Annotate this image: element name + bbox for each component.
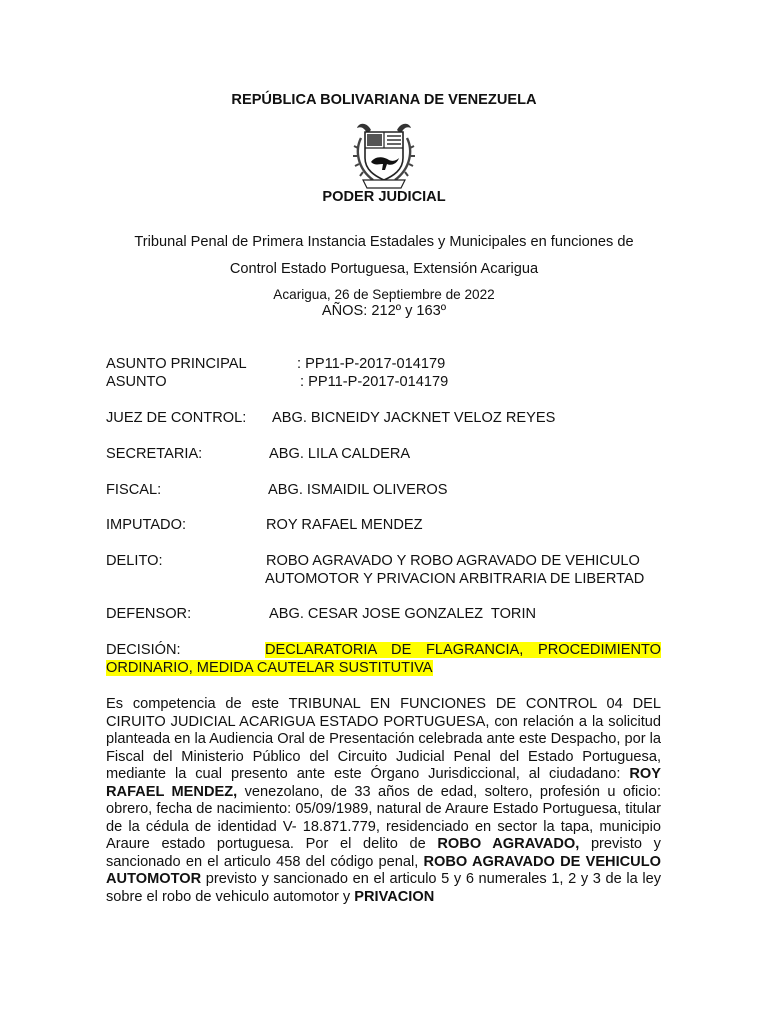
decision-value: DECLARATORIA DE FLAGRANCIA, PROCEDIMIENTO ORDINARIO, MEDIDA CAUTELAR SUSTITUTIVA [106, 642, 661, 676]
court-name-line1: Tribunal Penal de Primera Instancia Estadales y Municipales en funciones de [134, 234, 634, 250]
poder-judicial-heading: PODER JUDICIAL [322, 189, 446, 205]
paragraph-text-2: venezolano, de 33 años de edad, soltero, profesión u oficio: obrero, fecha de nacimiento: 05/09/1989, natural de Araure Estado Portuguesa, titular de la cédula de identidad V- 18.871.779, residenciado en sector la tapa, municipio Araure estado portuguesa. Por el delito de [106, 783, 662, 852]
juez-label: JUEZ DE CONTROL: [106, 410, 247, 426]
paragraph-text-1: Es competencia de este TRIBUNAL EN FUNCIONES DE CONTROL 04 DEL CIRUITO JUDICIAL ACARIGUA ESTADO PORTUGUESA, con relación a la solicitud planteada en la Audiencia Oral de Presentación celebrada ante este Despacho, por la Fiscal del Ministerio Público del Circuito Judicial Penal del Estado Portuguesa, mediante la cual presento ante este Órgano Jurisdiccional, al ciudadano: [106, 696, 661, 782]
secretaria-value: ABG. LILA CALDERA [269, 446, 411, 462]
paragraph-bold-privacion: PRIVACION [354, 888, 435, 905]
delito-label: DELITO: [106, 553, 163, 569]
defensor-label: DEFENSOR: [106, 606, 192, 622]
years-line: AÑOS: 212º y 163º [321, 303, 447, 319]
date-line: Acarigua, 26 de Septiembre de 2022 [273, 287, 495, 302]
republic-heading: REPÚBLICA BOLIVARIANA DE VENEZUELA [231, 92, 537, 108]
coat-of-arms-icon [349, 118, 419, 190]
delito-value-line1: ROBO AGRAVADO Y ROBO AGRAVADO DE VEHICULO [266, 553, 640, 569]
delito-value-line2: AUTOMOTOR Y PRIVACION ARBITRARIA DE LIBERTAD [265, 571, 645, 587]
asunto-label: ASUNTO [106, 374, 167, 390]
juez-value: ABG. BICNEIDY JACKNET VELOZ REYES [272, 410, 556, 426]
decision-label: DECISIÓN: [106, 642, 181, 658]
fiscal-value: ABG. ISMAIDIL OLIVEROS [268, 482, 448, 498]
asunto-principal-label: ASUNTO PRINCIPAL [106, 356, 247, 372]
asunto-value: : PP11-P-2017-014179 [300, 374, 449, 390]
imputado-label: IMPUTADO: [106, 517, 186, 533]
secretaria-label: SECRETARIA: [106, 446, 203, 462]
paragraph-bold-robo-vehiculo: ROBO AGRAVADO DE VEHICULO AUTOMOTOR [106, 853, 661, 887]
paragraph-text-3: previsto y sancionado en el articulo 458 del código penal, [106, 836, 661, 870]
imputado-value: ROY RAFAEL MENDEZ [266, 517, 423, 533]
paragraph-bold-name: ROY RAFAEL MENDEZ, [106, 766, 661, 800]
defensor-value: ABG. CESAR JOSE GONZALEZ TORIN [269, 606, 537, 622]
body-paragraph [106, 696, 661, 906]
decision-row [106, 642, 661, 677]
court-name-line2: Control Estado Portuguesa, Extensión Acarigua [229, 261, 539, 277]
asunto-principal-value: : PP11-P-2017-014179 [297, 356, 446, 372]
paragraph-text-4: previsto y sancionado en el articulo 5 y 6 numerales 1, 2 y 3 de la ley sobre el robo de vehiculo automotor y [106, 871, 661, 905]
fiscal-label: FISCAL: [106, 482, 162, 498]
paragraph-bold-robo: ROBO AGRAVADO, [437, 836, 580, 852]
